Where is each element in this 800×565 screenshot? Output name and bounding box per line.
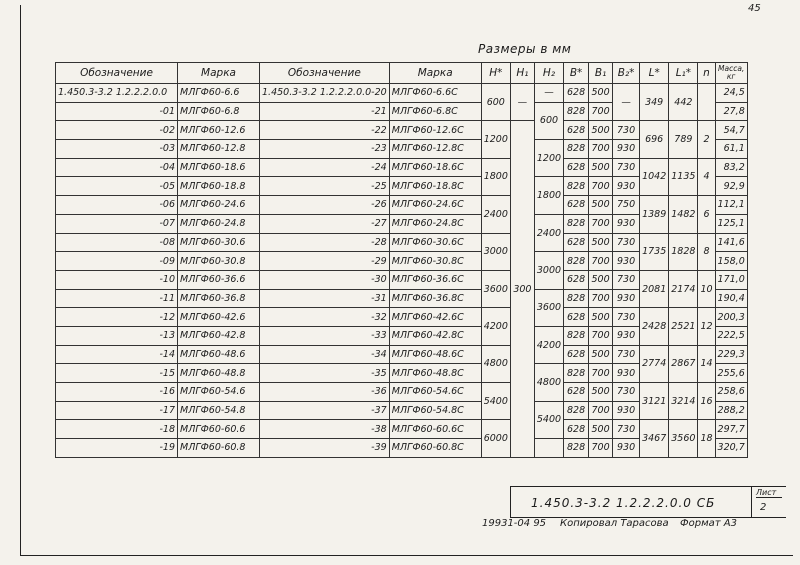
n-cell: 2 bbox=[698, 121, 715, 158]
B1-cell: 700 bbox=[589, 252, 613, 271]
L-cell: 1042 bbox=[640, 158, 669, 195]
designation-2-cell: -38 bbox=[260, 420, 390, 439]
designation-cell: -04 bbox=[56, 158, 178, 177]
B1-cell: 500 bbox=[589, 308, 613, 327]
H-cell: 600 bbox=[481, 84, 510, 121]
mark-cell: МЛГФ60-12.8 bbox=[178, 140, 260, 159]
footer-copied: Копировал Тарасова bbox=[560, 518, 669, 529]
designation-2-cell: -26 bbox=[260, 196, 390, 215]
H2-cell: 1200 bbox=[534, 140, 563, 177]
mark-2-cell: МЛГФ60-48.6С bbox=[389, 345, 481, 364]
L-cell: 349 bbox=[640, 84, 669, 121]
mark-2-cell: МЛГФ60-54.8С bbox=[389, 401, 481, 420]
B-cell: 828 bbox=[564, 102, 589, 121]
footer-format: Формат А3 bbox=[680, 518, 737, 529]
B1-cell: 700 bbox=[589, 439, 613, 458]
H-cell: 1800 bbox=[481, 158, 510, 195]
B1-cell: 500 bbox=[589, 233, 613, 252]
mark-2-cell: МЛГФ60-30.6С bbox=[389, 233, 481, 252]
L1-cell: 1482 bbox=[669, 196, 698, 233]
table-row bbox=[56, 233, 748, 252]
mark-cell: МЛГФ60-30.8 bbox=[178, 252, 260, 271]
designation-2-cell: -32 bbox=[260, 308, 390, 327]
B1-cell: 700 bbox=[589, 326, 613, 345]
mark-2-cell: МЛГФ60-18.8С bbox=[389, 177, 481, 196]
designation-2-cell: -33 bbox=[260, 326, 390, 345]
H1-cell: 300 bbox=[510, 121, 534, 457]
table-row bbox=[56, 84, 748, 103]
mass-cell: 190,4 bbox=[715, 289, 747, 308]
B-cell: 628 bbox=[564, 308, 589, 327]
designation-2-cell: -31 bbox=[260, 289, 390, 308]
H2-cell: 3000 bbox=[534, 252, 563, 289]
designation-cell: -14 bbox=[56, 345, 178, 364]
mark-cell: МЛГФ60-60.6 bbox=[178, 420, 260, 439]
mass-cell: 83,2 bbox=[715, 158, 747, 177]
designation-2-cell: -30 bbox=[260, 270, 390, 289]
designation-2-cell: -29 bbox=[260, 252, 390, 271]
mark-cell: МЛГФ60-60.8 bbox=[178, 439, 260, 458]
H-cell: 3000 bbox=[481, 233, 510, 270]
table-row bbox=[56, 420, 748, 439]
mark-2-cell: МЛГФ60-48.8С bbox=[389, 364, 481, 383]
designation-2-cell: -37 bbox=[260, 401, 390, 420]
B2-cell: 730 bbox=[613, 420, 640, 439]
B-cell: 628 bbox=[564, 383, 589, 402]
H2-cell: 2400 bbox=[534, 214, 563, 251]
header-row bbox=[56, 63, 748, 84]
mass-cell: 54,7 bbox=[715, 121, 747, 140]
header-designation: Обозначение bbox=[56, 63, 178, 84]
B1-cell: 500 bbox=[589, 270, 613, 289]
L1-cell: 1828 bbox=[669, 233, 698, 270]
designation-2-cell: -24 bbox=[260, 158, 390, 177]
H2-cell bbox=[534, 439, 563, 458]
B-cell: 628 bbox=[564, 84, 589, 103]
H1-cell: — bbox=[510, 84, 534, 121]
designation-cell: -19 bbox=[56, 439, 178, 458]
sheet-number: 2 bbox=[760, 502, 767, 513]
mass-cell: 200,3 bbox=[715, 308, 747, 327]
designation-2-cell: -27 bbox=[260, 214, 390, 233]
table-row bbox=[56, 345, 748, 364]
H-cell: 5400 bbox=[481, 383, 510, 420]
mass-cell: 92,9 bbox=[715, 177, 747, 196]
B1-cell: 500 bbox=[589, 345, 613, 364]
mark-cell: МЛГФ60-6.8 bbox=[178, 102, 260, 121]
designation-cell: -17 bbox=[56, 401, 178, 420]
header-designation-2: Обозначение bbox=[260, 63, 390, 84]
designation-cell: -09 bbox=[56, 252, 178, 271]
designation-cell: -06 bbox=[56, 196, 178, 215]
designation-cell: -15 bbox=[56, 364, 178, 383]
H2-cell: 4200 bbox=[534, 326, 563, 363]
header-H: H* bbox=[481, 63, 510, 84]
n-cell: 4 bbox=[698, 158, 715, 195]
table-row bbox=[56, 308, 748, 327]
designation-2-cell: -35 bbox=[260, 364, 390, 383]
B1-cell: 500 bbox=[589, 121, 613, 140]
B2-cell: 930 bbox=[613, 177, 640, 196]
B1-cell: 700 bbox=[589, 177, 613, 196]
mark-cell: МЛГФ60-36.8 bbox=[178, 289, 260, 308]
header-mark-2: Марка bbox=[389, 63, 481, 84]
B1-cell: 700 bbox=[589, 214, 613, 233]
mark-2-cell: МЛГФ60-36.8С bbox=[389, 289, 481, 308]
L-cell: 3121 bbox=[640, 383, 669, 420]
title-block bbox=[510, 486, 786, 518]
H2-cell: 1800 bbox=[534, 177, 563, 214]
H2-cell: 4800 bbox=[534, 364, 563, 401]
designation-2-cell: -39 bbox=[260, 439, 390, 458]
mass-cell: 320,7 bbox=[715, 439, 747, 458]
B-cell: 628 bbox=[564, 121, 589, 140]
mark-2-cell: МЛГФ60-54.6С bbox=[389, 383, 481, 402]
mass-cell: 125,1 bbox=[715, 214, 747, 233]
B1-cell: 500 bbox=[589, 420, 613, 439]
H-cell: 6000 bbox=[481, 420, 510, 457]
B-cell: 828 bbox=[564, 252, 589, 271]
B-cell: 828 bbox=[564, 214, 589, 233]
B2-cell: 930 bbox=[613, 326, 640, 345]
B2-cell: — bbox=[613, 84, 640, 121]
B-cell: 828 bbox=[564, 177, 589, 196]
n-cell: 6 bbox=[698, 196, 715, 233]
B1-cell: 700 bbox=[589, 401, 613, 420]
L-cell: 1389 bbox=[640, 196, 669, 233]
mark-2-cell: МЛГФ60-12.8С bbox=[389, 140, 481, 159]
mark-cell: МЛГФ60-42.6 bbox=[178, 308, 260, 327]
B-cell: 628 bbox=[564, 196, 589, 215]
designation-cell: -01 bbox=[56, 102, 178, 121]
B2-cell: 730 bbox=[613, 270, 640, 289]
mark-2-cell: МЛГФ60-42.6С bbox=[389, 308, 481, 327]
H-cell: 2400 bbox=[481, 196, 510, 233]
H2-cell: — bbox=[534, 84, 563, 103]
designation-2-cell: -34 bbox=[260, 345, 390, 364]
mark-cell: МЛГФ60-42.8 bbox=[178, 326, 260, 345]
header-mass: Масса, кг bbox=[715, 63, 747, 84]
B-cell: 828 bbox=[564, 326, 589, 345]
table-row bbox=[56, 270, 748, 289]
designation-cell: -12 bbox=[56, 308, 178, 327]
B2-cell: 930 bbox=[613, 401, 640, 420]
n-cell: 12 bbox=[698, 308, 715, 345]
mark-cell: МЛГФ60-18.8 bbox=[178, 177, 260, 196]
B2-cell: 730 bbox=[613, 345, 640, 364]
mark-2-cell: МЛГФ60-6.8С bbox=[389, 102, 481, 121]
B2-cell: 930 bbox=[613, 289, 640, 308]
n-cell: 8 bbox=[698, 233, 715, 270]
designation-cell: -02 bbox=[56, 121, 178, 140]
designation-cell: -07 bbox=[56, 214, 178, 233]
mark-cell: МЛГФ60-54.8 bbox=[178, 401, 260, 420]
L1-cell: 2174 bbox=[669, 270, 698, 307]
table-row bbox=[56, 121, 748, 140]
mark-2-cell: МЛГФ60-6.6С bbox=[389, 84, 481, 103]
B1-cell: 500 bbox=[589, 158, 613, 177]
header-L: L* bbox=[640, 63, 669, 84]
specification-table bbox=[55, 62, 748, 458]
B-cell: 628 bbox=[564, 420, 589, 439]
L-cell: 2428 bbox=[640, 308, 669, 345]
n-cell bbox=[698, 84, 715, 121]
designation-cell: -13 bbox=[56, 326, 178, 345]
designation-cell: 1.450.3-3.2 1.2.2.2.0.0 bbox=[56, 84, 178, 103]
L1-cell: 1135 bbox=[669, 158, 698, 195]
L-cell: 1735 bbox=[640, 233, 669, 270]
designation-2-cell: -25 bbox=[260, 177, 390, 196]
B2-cell: 730 bbox=[613, 383, 640, 402]
designation-2-cell: -36 bbox=[260, 383, 390, 402]
B-cell: 628 bbox=[564, 345, 589, 364]
H-cell: 4800 bbox=[481, 345, 510, 382]
mark-cell: МЛГФ60-48.8 bbox=[178, 364, 260, 383]
mass-cell: 222,5 bbox=[715, 326, 747, 345]
sheet-label: Лист bbox=[756, 488, 782, 498]
mass-cell: 229,3 bbox=[715, 345, 747, 364]
H-cell: 4200 bbox=[481, 308, 510, 345]
header-n: n bbox=[698, 63, 715, 84]
mark-cell: МЛГФ60-30.6 bbox=[178, 233, 260, 252]
L1-cell: 789 bbox=[669, 121, 698, 158]
header-B1: B₁ bbox=[589, 63, 613, 84]
mass-cell: 112,1 bbox=[715, 196, 747, 215]
designation-2-cell: -22 bbox=[260, 121, 390, 140]
mark-cell: МЛГФ60-48.6 bbox=[178, 345, 260, 364]
B-cell: 628 bbox=[564, 158, 589, 177]
mark-2-cell: МЛГФ60-12.6С bbox=[389, 121, 481, 140]
designation-cell: -10 bbox=[56, 270, 178, 289]
mass-cell: 297,7 bbox=[715, 420, 747, 439]
header-B: B* bbox=[564, 63, 589, 84]
mark-cell: МЛГФ60-24.6 bbox=[178, 196, 260, 215]
designation-cell: -05 bbox=[56, 177, 178, 196]
mark-2-cell: МЛГФ60-24.6С bbox=[389, 196, 481, 215]
header-H1: H₁ bbox=[510, 63, 534, 84]
mass-cell: 158,0 bbox=[715, 252, 747, 271]
header-L1: L₁* bbox=[669, 63, 698, 84]
H-cell: 1200 bbox=[481, 121, 510, 158]
designation-cell: -11 bbox=[56, 289, 178, 308]
n-cell: 18 bbox=[698, 420, 715, 457]
mass-cell: 258,6 bbox=[715, 383, 747, 402]
B2-cell: 930 bbox=[613, 364, 640, 383]
mark-2-cell: МЛГФ60-42.8С bbox=[389, 326, 481, 345]
sheet-cell bbox=[751, 487, 786, 517]
mass-cell: 141,6 bbox=[715, 233, 747, 252]
B1-cell: 500 bbox=[589, 196, 613, 215]
B1-cell: 700 bbox=[589, 289, 613, 308]
mark-2-cell: МЛГФ60-30.8С bbox=[389, 252, 481, 271]
B2-cell: 930 bbox=[613, 214, 640, 233]
B1-cell: 700 bbox=[589, 102, 613, 121]
L-cell: 2081 bbox=[640, 270, 669, 307]
mark-cell: МЛГФ60-54.6 bbox=[178, 383, 260, 402]
B-cell: 628 bbox=[564, 270, 589, 289]
n-cell: 14 bbox=[698, 345, 715, 382]
designation-cell: -08 bbox=[56, 233, 178, 252]
mark-cell: МЛГФ60-12.6 bbox=[178, 121, 260, 140]
L1-cell: 442 bbox=[669, 84, 698, 121]
mark-cell: МЛГФ60-6.6 bbox=[178, 84, 260, 103]
footer-number: 19931-04 95 bbox=[482, 518, 547, 529]
H-cell: 3600 bbox=[481, 270, 510, 307]
B-cell: 628 bbox=[564, 233, 589, 252]
B2-cell: 930 bbox=[613, 439, 640, 458]
B-cell: 828 bbox=[564, 289, 589, 308]
L1-cell: 2867 bbox=[669, 345, 698, 382]
table-row bbox=[56, 158, 748, 177]
n-cell: 16 bbox=[698, 383, 715, 420]
designation-cell: -16 bbox=[56, 383, 178, 402]
B-cell: 828 bbox=[564, 401, 589, 420]
mass-cell: 255,6 bbox=[715, 364, 747, 383]
sizes-caption: Размеры в мм bbox=[478, 42, 572, 56]
B1-cell: 500 bbox=[589, 84, 613, 103]
header-mark: Марка bbox=[178, 63, 260, 84]
B-cell: 828 bbox=[564, 439, 589, 458]
designation-2-cell: -21 bbox=[260, 102, 390, 121]
mass-cell: 61,1 bbox=[715, 140, 747, 159]
mark-cell: МЛГФ60-24.8 bbox=[178, 214, 260, 233]
mark-2-cell: МЛГФ60-60.6С bbox=[389, 420, 481, 439]
B2-cell: 750 bbox=[613, 196, 640, 215]
mark-cell: МЛГФ60-18.6 bbox=[178, 158, 260, 177]
table-body bbox=[56, 84, 748, 458]
mass-cell: 288,2 bbox=[715, 401, 747, 420]
mark-2-cell: МЛГФ60-24.8С bbox=[389, 214, 481, 233]
designation-cell: -18 bbox=[56, 420, 178, 439]
H2-cell: 600 bbox=[534, 102, 563, 139]
table-row bbox=[56, 196, 748, 215]
B2-cell: 930 bbox=[613, 252, 640, 271]
B2-cell: 730 bbox=[613, 121, 640, 140]
mark-2-cell: МЛГФ60-36.6С bbox=[389, 270, 481, 289]
H2-cell: 5400 bbox=[534, 401, 563, 438]
mark-2-cell: МЛГФ60-18.6С bbox=[389, 158, 481, 177]
mass-cell: 24,5 bbox=[715, 84, 747, 103]
designation-2-cell: 1.450.3-3.2 1.2.2.2.0.0-20 bbox=[260, 84, 390, 103]
L1-cell: 2521 bbox=[669, 308, 698, 345]
mark-2-cell: МЛГФ60-60.8С bbox=[389, 439, 481, 458]
B1-cell: 700 bbox=[589, 140, 613, 159]
designation-cell: -03 bbox=[56, 140, 178, 159]
designation-2-cell: -28 bbox=[260, 233, 390, 252]
mass-cell: 171,0 bbox=[715, 270, 747, 289]
table-row bbox=[56, 383, 748, 402]
designation-2-cell: -23 bbox=[260, 140, 390, 159]
B2-cell: 930 bbox=[613, 140, 640, 159]
mark-cell: МЛГФ60-36.6 bbox=[178, 270, 260, 289]
mass-cell: 27,8 bbox=[715, 102, 747, 121]
n-cell: 10 bbox=[698, 270, 715, 307]
header-B2: B₂* bbox=[613, 63, 640, 84]
B-cell: 828 bbox=[564, 364, 589, 383]
L-cell: 696 bbox=[640, 121, 669, 158]
L-cell: 3467 bbox=[640, 420, 669, 457]
B1-cell: 700 bbox=[589, 364, 613, 383]
B2-cell: 730 bbox=[613, 308, 640, 327]
H2-cell: 3600 bbox=[534, 289, 563, 326]
header-H2: H₂ bbox=[534, 63, 563, 84]
L-cell: 2774 bbox=[640, 345, 669, 382]
B2-cell: 730 bbox=[613, 158, 640, 177]
B-cell: 828 bbox=[564, 140, 589, 159]
B2-cell: 730 bbox=[613, 233, 640, 252]
B1-cell: 500 bbox=[589, 383, 613, 402]
L1-cell: 3560 bbox=[669, 420, 698, 457]
L1-cell: 3214 bbox=[669, 383, 698, 420]
page-number: 45 bbox=[748, 3, 761, 14]
document-code: 1.450.3-3.2 1.2.2.2.0.0 СБ bbox=[531, 496, 716, 510]
